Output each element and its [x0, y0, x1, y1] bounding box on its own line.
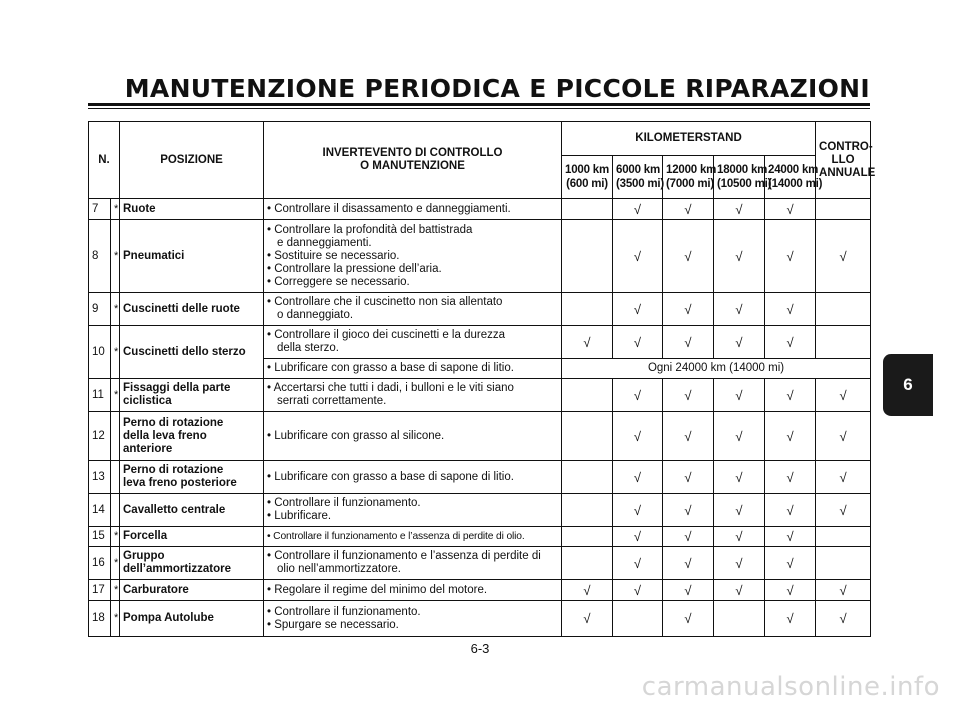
check-cell-0	[562, 293, 613, 326]
check-cell-3: √	[714, 326, 765, 359]
row-action	[264, 359, 562, 379]
table-row	[89, 494, 871, 527]
row-star: *	[111, 601, 120, 637]
header-km-2	[663, 156, 717, 199]
header-km-group: KILOMETERSTAND	[562, 122, 816, 156]
action-line: • Controllare il gioco dei cuscinetti e la durezza	[267, 329, 505, 341]
position-line: Pompa Autolube	[123, 612, 214, 624]
check-cell-2: √	[663, 220, 714, 293]
check-cell-4: √	[765, 326, 816, 359]
table-row	[89, 601, 871, 637]
header-km-value: 24000 km	[768, 164, 819, 176]
row-position	[120, 461, 264, 494]
check-cell-5: √	[816, 220, 871, 293]
action-line: • Controllare il funzionamento e l’assenza di perdite di	[267, 550, 541, 562]
check-cell-2: √	[663, 527, 714, 547]
row-position	[120, 199, 264, 220]
check-cell-4: √	[765, 547, 816, 580]
header-km-1	[613, 156, 663, 199]
row-star: *	[111, 527, 120, 547]
table-row	[89, 293, 871, 326]
row-star: *	[111, 379, 120, 412]
check-cell-4: √	[765, 379, 816, 412]
row-action	[264, 412, 562, 461]
check-cell-4: √	[765, 601, 816, 637]
table-row	[89, 580, 871, 601]
position-line: leva freno posteriore	[123, 477, 237, 489]
row-action	[264, 326, 562, 359]
check-cell-1: √	[613, 293, 663, 326]
action-line: • Controllare il funzionamento.	[267, 605, 421, 618]
check-cell-3: √	[714, 527, 765, 547]
action-line: • Controllare la profondità del battistrada	[267, 223, 473, 236]
action-line: della sterzo.	[277, 342, 340, 354]
row-action	[264, 199, 562, 220]
row-number: 8	[89, 220, 111, 293]
row-position	[120, 412, 264, 461]
check-cell-0	[562, 494, 613, 527]
row-number: 12	[89, 412, 111, 461]
check-cell-2: √	[663, 379, 714, 412]
action-line: • Regolare il regime del minimo del motore.	[267, 583, 488, 596]
chapter-tab: 6	[883, 354, 933, 416]
row-number: 10	[89, 326, 111, 379]
row-star: *	[111, 580, 120, 601]
row-number: 16	[89, 547, 111, 580]
check-cell-3: √	[714, 494, 765, 527]
header-km-4	[765, 156, 823, 199]
table-row	[89, 379, 871, 412]
position-line: Ruote	[123, 202, 156, 215]
check-cell-1: √	[613, 326, 663, 359]
row-star: *	[111, 326, 120, 379]
check-cell-2: √	[663, 326, 714, 359]
row-position	[120, 601, 264, 637]
header-km-value: 12000 km	[666, 164, 717, 176]
check-cell-2: √	[663, 494, 714, 527]
row-action	[264, 580, 562, 601]
row-number: 13	[89, 461, 111, 494]
interval-span: Ogni 24000 km (14000 mi)	[562, 359, 871, 379]
check-cell-5	[816, 293, 871, 326]
header-mi-value: (14000 mi)	[768, 178, 823, 190]
action-line: e danneggiamenti.	[277, 236, 372, 249]
row-action	[264, 547, 562, 580]
check-cell-1: √	[613, 199, 663, 220]
row-number: 14	[89, 494, 111, 527]
position-line: Cuscinetti delle ruote	[123, 302, 240, 315]
action-line: • Correggere se necessario.	[267, 275, 410, 288]
header-km-value: 6000 km	[616, 164, 660, 176]
action-line: • Controllare che il cuscinetto non sia allentato	[267, 296, 503, 308]
row-position	[120, 494, 264, 527]
check-cell-4: √	[765, 293, 816, 326]
action-line: • Spurgare se necessario.	[267, 618, 399, 631]
table-row	[89, 220, 871, 293]
action-line: • Lubrificare.	[267, 510, 332, 522]
check-cell-4: √	[765, 494, 816, 527]
check-cell-2: √	[663, 412, 714, 461]
check-cell-1: √	[613, 220, 663, 293]
row-action	[264, 527, 562, 547]
row-action	[264, 220, 562, 293]
row-star: *	[111, 220, 120, 293]
check-cell-2: √	[663, 601, 714, 637]
row-star: *	[111, 199, 120, 220]
row-star: *	[111, 293, 120, 326]
row-action	[264, 601, 562, 637]
table-row	[89, 199, 871, 220]
row-number: 11	[89, 379, 111, 412]
row-star: *	[111, 547, 120, 580]
row-star	[111, 494, 120, 527]
table-row	[89, 412, 871, 461]
watermark: carmanualsonline.info	[641, 672, 940, 702]
row-action	[264, 461, 562, 494]
position-line: Perno di rotazione	[123, 416, 224, 429]
check-cell-3: √	[714, 547, 765, 580]
header-action: INVERTEVENTO DI CONTROLLO O MANUTENZIONE	[264, 122, 562, 199]
action-line: • Controllare la pressione dell’aria.	[267, 262, 442, 275]
check-cell-3: √	[714, 580, 765, 601]
check-cell-1	[613, 601, 663, 637]
row-star	[111, 412, 120, 461]
check-cell-5: √	[816, 461, 871, 494]
check-cell-0	[562, 199, 613, 220]
header-n: N.	[89, 122, 120, 199]
header-km-value: 1000 km	[565, 164, 609, 176]
position-line: anteriore	[123, 442, 173, 455]
check-cell-0	[562, 220, 613, 293]
check-cell-1: √	[613, 379, 663, 412]
check-cell-5	[816, 199, 871, 220]
row-position	[120, 220, 264, 293]
check-cell-4: √	[765, 461, 816, 494]
header-mi-value: (10500 mi)	[717, 178, 772, 190]
check-cell-0	[562, 547, 613, 580]
action-line: serrati correttamente.	[277, 395, 387, 407]
check-cell-5: √	[816, 379, 871, 412]
row-star	[111, 461, 120, 494]
title-rule-thin	[88, 108, 870, 109]
page-number: 6-3	[470, 641, 490, 656]
check-cell-5: √	[816, 601, 871, 637]
row-number: 9	[89, 293, 111, 326]
check-cell-1: √	[613, 580, 663, 601]
action-line: • Controllare il funzionamento.	[267, 497, 421, 509]
header-mi-value: (3500 mi)	[616, 178, 665, 190]
row-position	[120, 547, 264, 580]
maintenance-table	[88, 121, 876, 637]
position-line: della leva freno	[123, 429, 207, 442]
check-cell-1: √	[613, 461, 663, 494]
check-cell-3: √	[714, 412, 765, 461]
row-position	[120, 580, 264, 601]
check-cell-3: √	[714, 461, 765, 494]
position-line: Fissaggi della parte	[123, 382, 231, 394]
check-cell-5	[816, 527, 871, 547]
action-line: • Sostituire se necessario.	[267, 249, 400, 262]
action-line: olio nell’ammortizzatore.	[277, 563, 401, 575]
check-cell-5	[816, 326, 871, 359]
position-line: dell’ammortizzatore	[123, 563, 231, 575]
check-cell-4: √	[765, 527, 816, 547]
check-cell-5: √	[816, 494, 871, 527]
row-number: 17	[89, 580, 111, 601]
check-cell-1: √	[613, 412, 663, 461]
action-line: • Accertarsi che tutti i dadi, i bulloni e le viti siano	[267, 382, 514, 394]
action-line: • Lubrificare con grasso a base di sapone di litio.	[267, 362, 514, 374]
check-cell-5: √	[816, 412, 871, 461]
action-line: • Lubrificare con grasso a base di sapone di litio.	[267, 470, 514, 483]
table-row	[89, 461, 871, 494]
row-number: 7	[89, 199, 111, 220]
header-mi-value: (600 mi)	[566, 178, 608, 190]
header-km-value: 18000 km	[717, 164, 768, 176]
position-line: Cavalletto centrale	[123, 503, 226, 516]
position-line: ciclistica	[123, 395, 172, 407]
header-position: POSIZIONE	[120, 122, 264, 199]
position-line: Pneumatici	[123, 249, 185, 262]
check-cell-1: √	[613, 494, 663, 527]
action-line: o danneggiato.	[277, 309, 354, 321]
check-cell-0	[562, 527, 613, 547]
header-annual: CONTRO- LLO ANNUALE	[816, 122, 871, 199]
check-cell-2: √	[663, 580, 714, 601]
check-cell-3: √	[714, 379, 765, 412]
check-cell-5	[816, 547, 871, 580]
row-number: 18	[89, 601, 111, 637]
table-row	[89, 547, 871, 580]
header-mi-value: (7000 mi)	[666, 178, 715, 190]
check-cell-4: √	[765, 580, 816, 601]
check-cell-0	[562, 412, 613, 461]
row-position	[120, 527, 264, 547]
check-cell-0: √	[562, 326, 613, 359]
check-cell-0: √	[562, 580, 613, 601]
check-cell-0	[562, 379, 613, 412]
check-cell-3: √	[714, 199, 765, 220]
check-cell-2: √	[663, 293, 714, 326]
row-position	[120, 379, 264, 412]
row-action	[264, 494, 562, 527]
check-cell-1: √	[613, 547, 663, 580]
check-cell-0	[562, 461, 613, 494]
position-line: Forcella	[123, 530, 168, 542]
row-action	[264, 379, 562, 412]
check-cell-3: √	[714, 220, 765, 293]
table-row	[89, 326, 871, 359]
title-rule-thick	[88, 103, 870, 106]
check-cell-3	[714, 601, 765, 637]
position-line: Perno di rotazione	[123, 464, 224, 476]
check-cell-0: √	[562, 601, 613, 637]
row-position	[120, 326, 264, 379]
row-number: 15	[89, 527, 111, 547]
check-cell-4: √	[765, 199, 816, 220]
check-cell-4: √	[765, 412, 816, 461]
check-cell-2: √	[663, 199, 714, 220]
action-line: • Lubrificare con grasso al silicone.	[267, 429, 445, 442]
page-title: MANUTENZIONE PERIODICA E PICCOLE RIPARAZIONI	[124, 74, 870, 103]
position-line: Cuscinetti dello sterzo	[123, 345, 246, 358]
check-cell-3: √	[714, 293, 765, 326]
check-cell-2: √	[663, 547, 714, 580]
check-cell-1: √	[613, 527, 663, 547]
check-cell-5: √	[816, 580, 871, 601]
check-cell-2: √	[663, 461, 714, 494]
position-line: Carburatore	[123, 583, 189, 596]
header-km-0	[562, 156, 613, 199]
check-cell-4: √	[765, 220, 816, 293]
header-km-3	[714, 156, 772, 199]
table-row	[89, 527, 871, 547]
action-line: • Controllare il funzionamento e l’assenza di perdite di olio.	[267, 531, 525, 542]
action-line: • Controllare il disassamento e danneggiamenti.	[267, 202, 511, 215]
position-line: Gruppo	[123, 550, 165, 562]
row-action	[264, 293, 562, 326]
row-position	[120, 293, 264, 326]
